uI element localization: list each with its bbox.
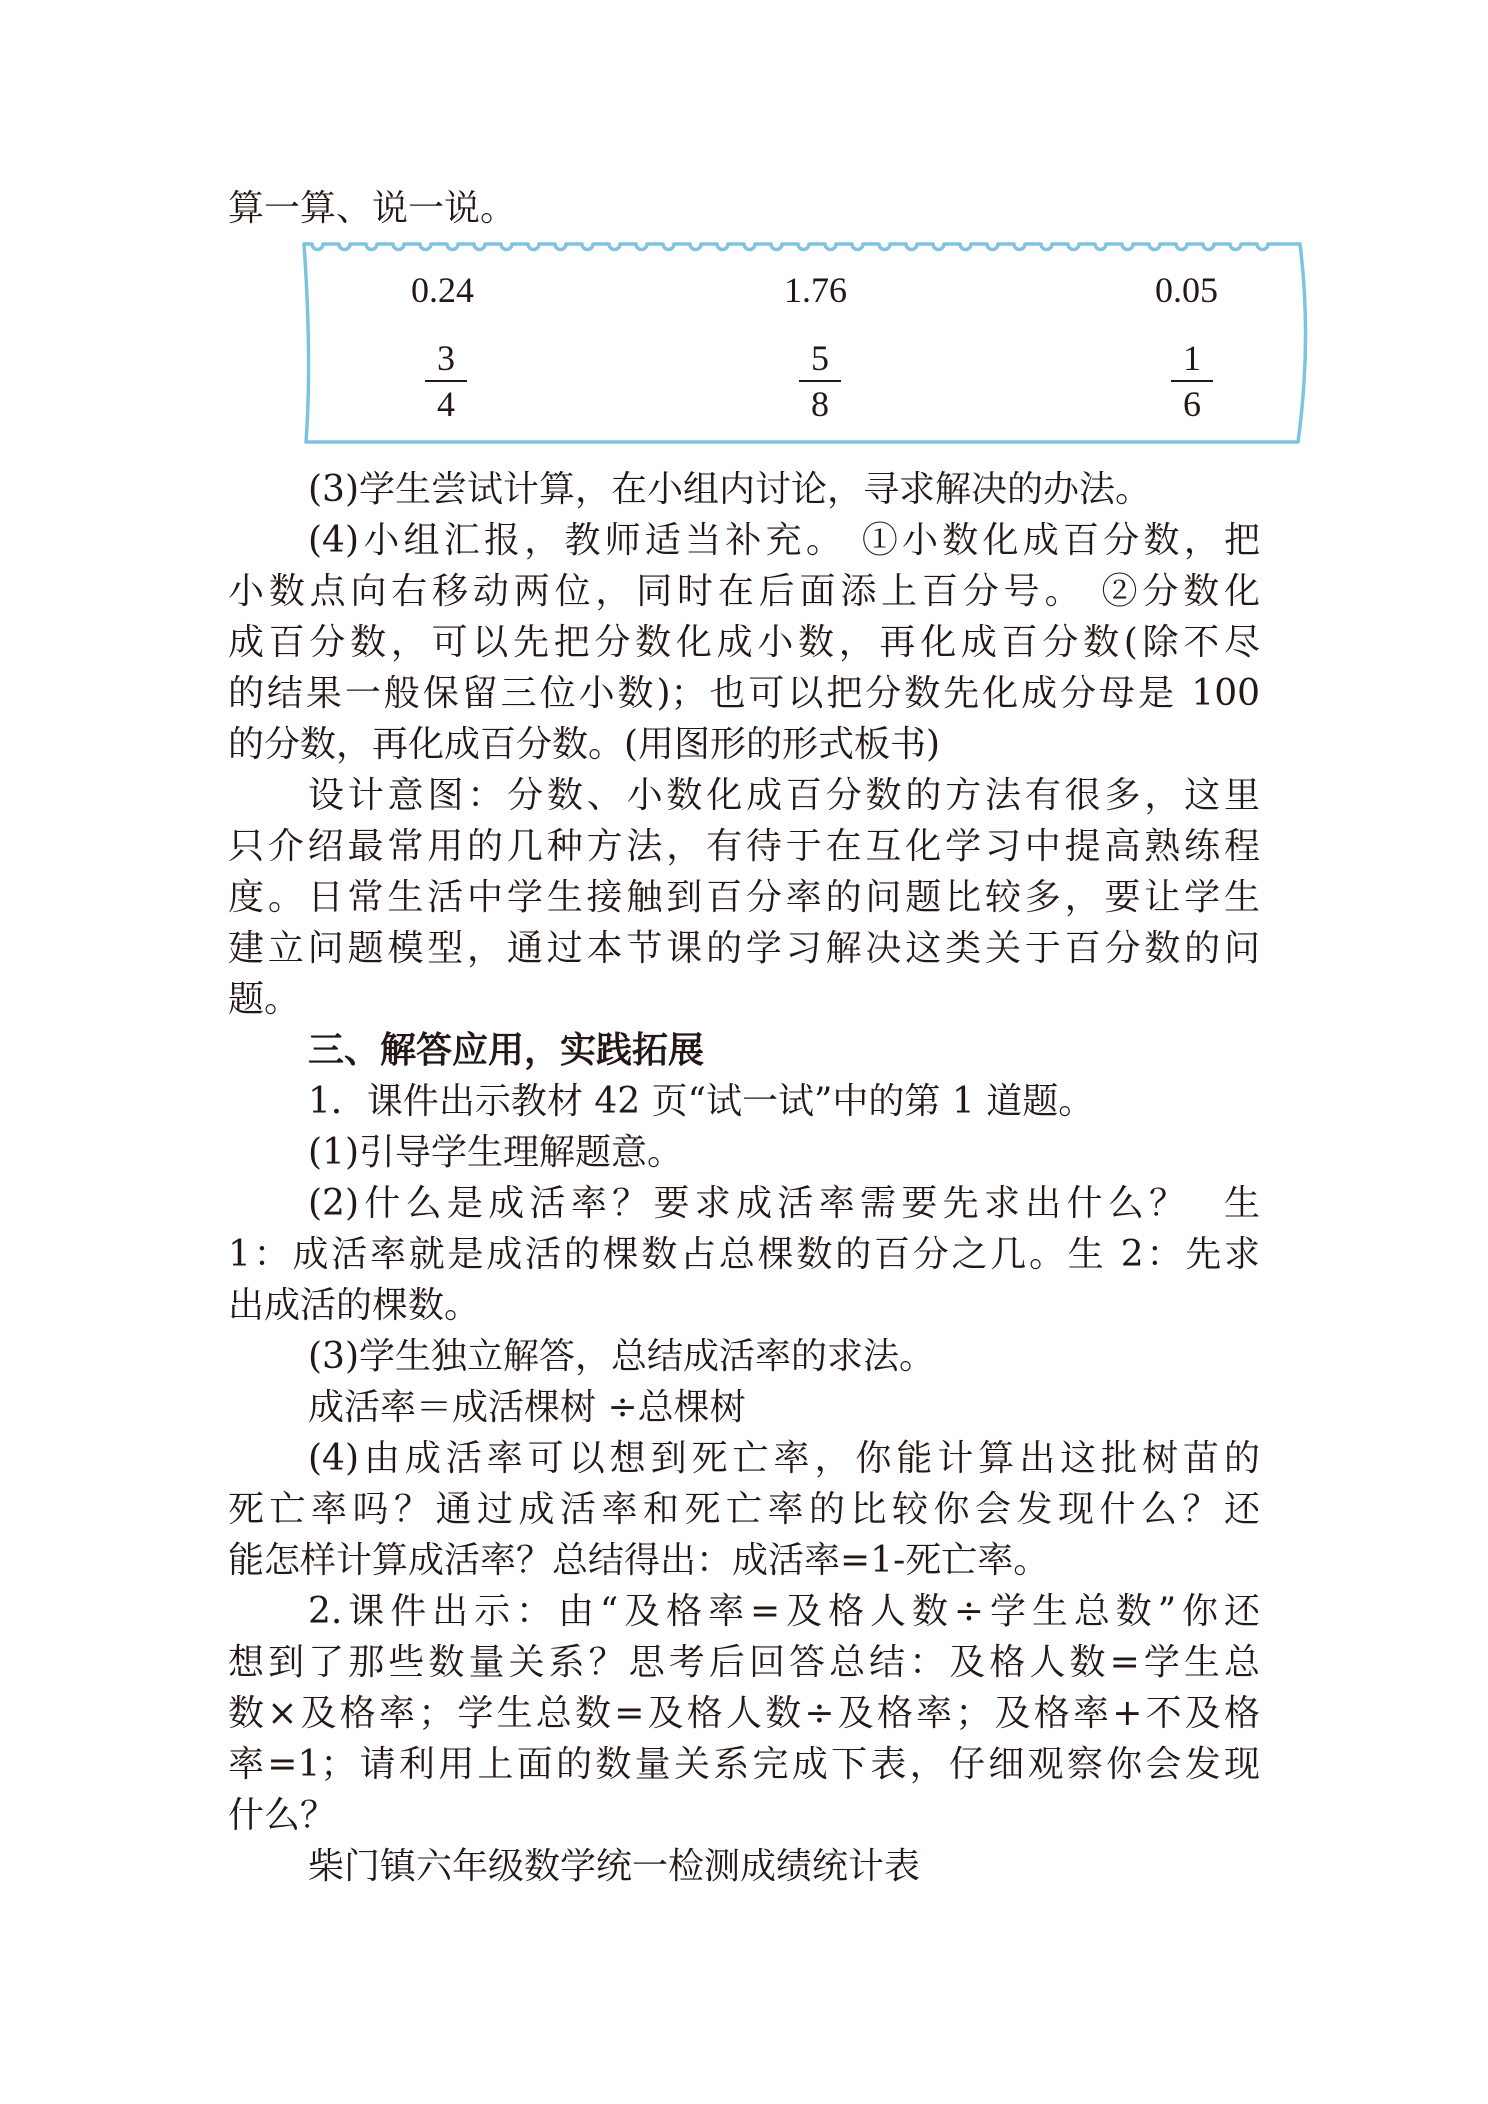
text-line: 成百分数，可以先把分数化成小数，再化成百分数(除不尽 <box>228 622 1260 663</box>
text-line: 的结果一般保留三位小数)；也可以把分数先化成分母是 100 <box>228 673 1260 714</box>
fraction-numerator: 5 <box>811 338 829 378</box>
text-line: 的分数，再化成百分数。(用图形的形式板书) <box>228 724 941 765</box>
fraction-denominator: 8 <box>811 384 829 424</box>
fraction-bar <box>425 380 467 382</box>
section-heading: 三、解答应用，实践拓展 <box>308 1029 705 1071</box>
fraction-bar <box>1171 380 1213 382</box>
text-line: 想到了那些数量关系？思考后回答总结：及格人数=学生总 <box>228 1642 1260 1683</box>
text-line: 数×及格率；学生总数=及格人数÷及格率；及格率+不及格 <box>228 1693 1260 1734</box>
fraction-numerator: 1 <box>1183 338 1201 378</box>
decimal-value: 1.76 <box>784 270 847 310</box>
fraction <box>421 338 471 424</box>
text-line: 设计意图：分数、小数化成百分数的方法有很多，这里 <box>308 775 1260 816</box>
fraction-denominator: 4 <box>437 384 455 424</box>
text-line: (1)引导学生理解题意。 <box>308 1132 683 1173</box>
text-line: 2.课件出示：由“及格率=及格人数÷学生总数”你还 <box>308 1591 1260 1632</box>
text-line: 1：成活率就是成活的棵数占总棵数的百分之几。生 2：先求 <box>228 1234 1260 1275</box>
text-line: 建立问题模型，通过本节课的学习解决这类关于百分数的问 <box>228 928 1260 969</box>
fraction-numerator: 3 <box>437 338 455 378</box>
text-line: 柴门镇六年级数学统一检测成绩统计表 <box>308 1846 921 1887</box>
text-line: 1．课件出示教材 42 页“试一试”中的第 1 道题。 <box>308 1081 1095 1122</box>
decimal-value: 0.05 <box>1155 270 1218 310</box>
text-line: 成活率＝成活棵树 ÷总棵树 <box>308 1387 746 1428</box>
text-line: 率=1；请利用上面的数量关系完成下表，仔细观察你会发现 <box>228 1744 1260 1785</box>
text-line: 只介绍最常用的几种方法，有待于在互化学习中提高熟练程 <box>228 826 1260 867</box>
intro-line: 算一算、说一说。 <box>228 188 517 229</box>
text-line: (4)小组汇报，教师适当补充。 ①小数化成百分数，把 <box>308 520 1260 561</box>
text-line: (4)由成活率可以想到死亡率，你能计算出这批树苗的 <box>308 1438 1260 1479</box>
text-line: 小数点向右移动两位，同时在后面添上百分号。 ②分数化 <box>228 571 1260 612</box>
text-line: 度。日常生活中学生接触到百分率的问题比较多，要让学生 <box>228 877 1260 918</box>
text-line: 能怎样计算成活率？总结得出：成活率=1-死亡率。 <box>228 1540 1050 1581</box>
text-line: 什么？ <box>228 1795 337 1836</box>
exercise-box <box>300 240 1310 450</box>
text-line: (3)学生尝试计算，在小组内讨论，寻求解决的办法。 <box>308 469 1151 510</box>
text-line: 出成活的棵数。 <box>228 1285 481 1326</box>
fraction-denominator: 6 <box>1183 384 1201 424</box>
text-line: (3)学生独立解答，总结成活率的求法。 <box>308 1336 935 1377</box>
text-line: (2)什么是成活率？要求成活率需要先求出什么？ 生 <box>308 1183 1260 1224</box>
fraction <box>795 338 845 424</box>
body-text <box>228 464 1260 1892</box>
fraction-bar <box>799 380 841 382</box>
text-line: 题。 <box>228 979 301 1020</box>
text-line: 死亡率吗？通过成活率和死亡率的比较你会发现什么？还 <box>228 1489 1260 1530</box>
fraction <box>1167 338 1217 424</box>
decimal-value: 0.24 <box>411 270 474 310</box>
